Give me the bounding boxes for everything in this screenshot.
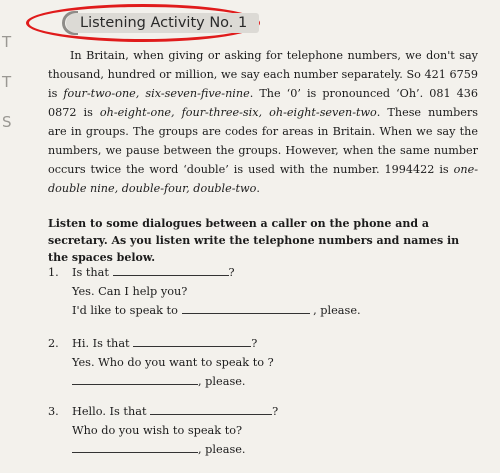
dialogue-line: , please. xyxy=(72,372,274,391)
intro-text: . The ‘0’ is pronounced ‘Oh’. 081 436 0872 is xyxy=(48,87,478,119)
dialogue-line: Is that ? xyxy=(72,266,235,279)
intro-paragraph xyxy=(48,46,478,198)
answer-blank[interactable] xyxy=(182,303,310,314)
margin-mark: S xyxy=(2,113,12,131)
dialogue-number: 3. xyxy=(48,405,59,418)
dialogue-number: 2. xyxy=(48,337,59,350)
intro-text: In Britain, when giving or asking for telephone numbers, we don't say thousand, hundred or million, we say each number separately. So 421 6759 is xyxy=(48,49,478,100)
margin-mark: T xyxy=(2,33,12,51)
dialogue-line: I'd like to speak to , please. xyxy=(72,304,361,317)
margin-mark: T xyxy=(2,73,12,91)
intro-example-italic: oh-eight-one, four-three-six, oh-eight-seven-two xyxy=(99,106,377,119)
answer-blank[interactable] xyxy=(150,404,272,415)
intro-example-italic: four-two-one, six-seven-five-nine xyxy=(63,87,250,100)
dialogue-line: Yes. Who do you want to speak to ? xyxy=(72,356,274,369)
dialogue-number: 1. xyxy=(48,266,59,279)
intro-text: . xyxy=(256,182,260,195)
dialogue-line: , please. xyxy=(72,440,278,459)
dialogue-line: Yes. Can I help you? xyxy=(72,285,188,298)
instruction-text: Listen to some dialogues between a caller on the phone and a secretary. As you listen write the telephone numbers and names in the spaces below. xyxy=(48,217,460,264)
dialogue-line: Who do you wish to speak to? xyxy=(72,424,243,437)
intro-example-italic: one-double nine, double-four, double-two xyxy=(48,163,478,195)
answer-blank[interactable] xyxy=(133,336,251,347)
answer-blank[interactable] xyxy=(113,265,229,276)
section-title-text: Listening Activity No. 1 xyxy=(66,13,259,33)
answer-blank[interactable] xyxy=(72,374,198,385)
section-title xyxy=(26,4,264,46)
intro-text: . These numbers are in groups. The groups are codes for areas in Britain. When we say the numbers, we pause between the groups. However, when the same number occurs twice the word ‘double’ is used with the number. 1994422 is xyxy=(48,106,478,176)
answer-blank[interactable] xyxy=(72,442,198,453)
dialogue-line: Hello. Is that ? xyxy=(72,405,279,418)
page-margin-marks xyxy=(2,22,16,142)
dialogue-line: Hi. Is that ? xyxy=(72,337,258,350)
